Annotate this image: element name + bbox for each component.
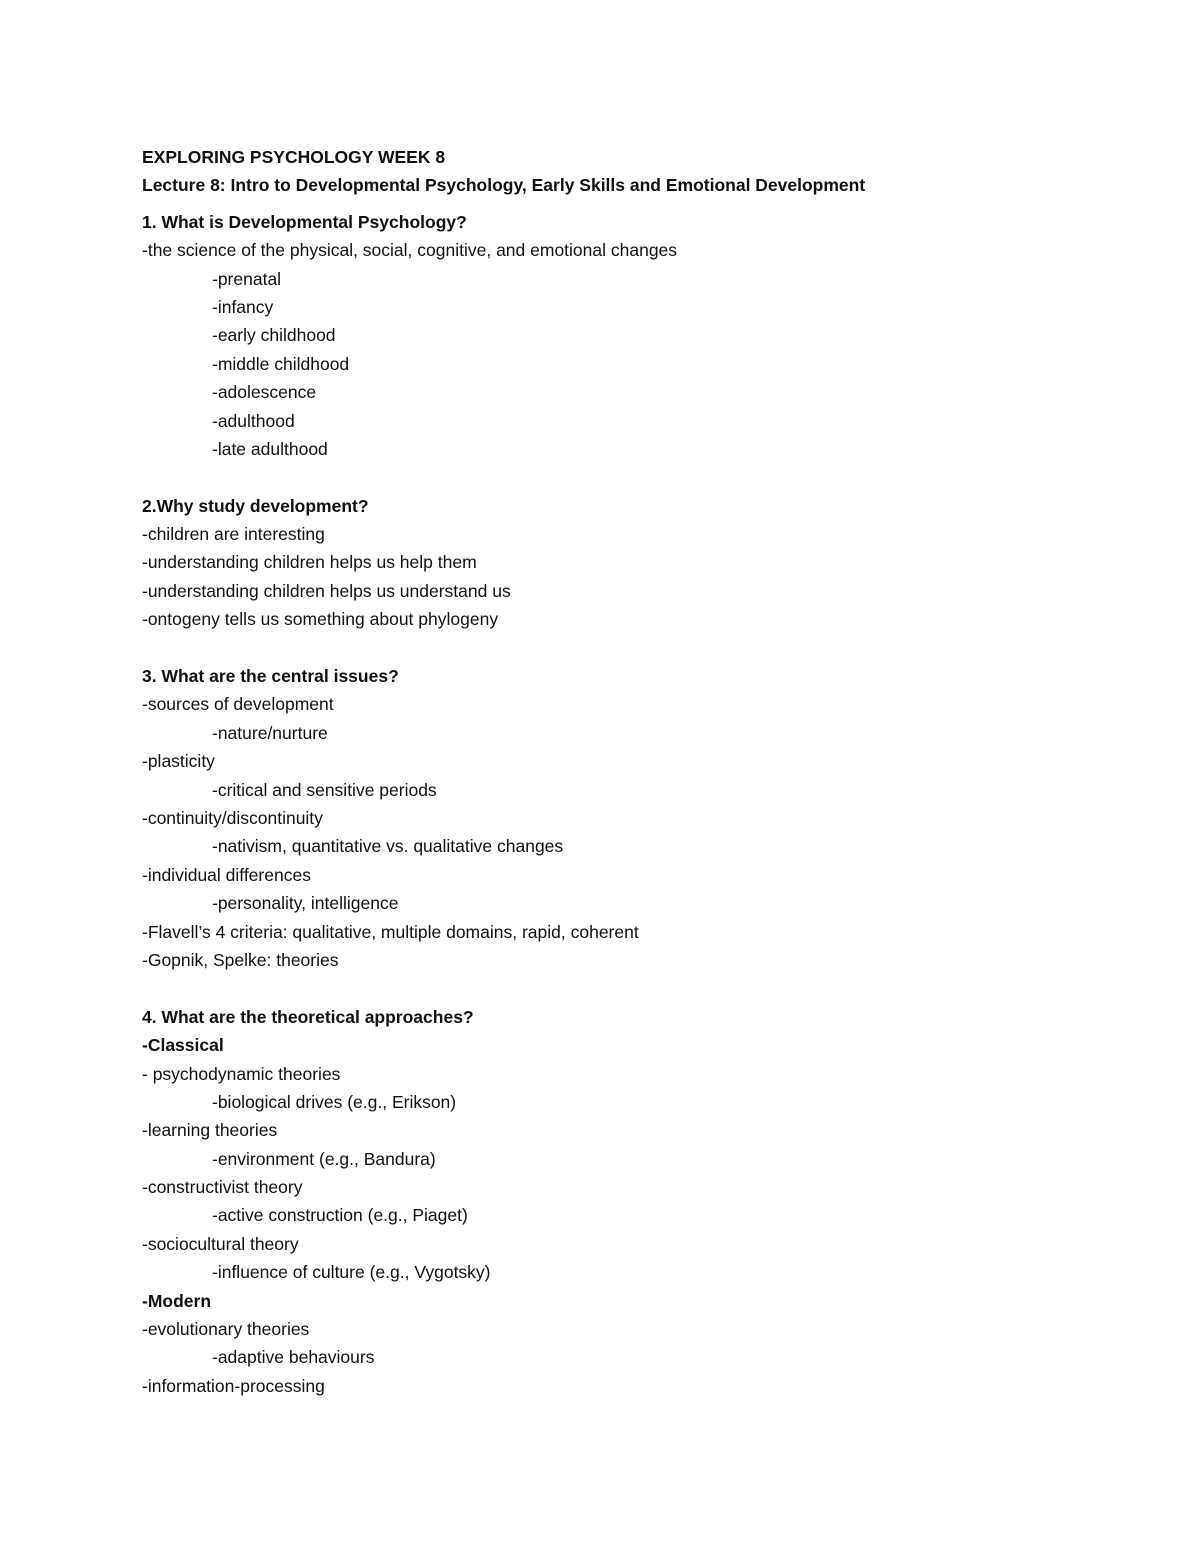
list-item: -Flavell’s 4 criteria: qualitative, multiple domains, rapid, coherent bbox=[142, 921, 639, 942]
list-item: -evolutionary theories bbox=[142, 1319, 310, 1340]
list-item: -understanding children helps us understand us bbox=[142, 580, 511, 601]
subsection-label: -Modern bbox=[142, 1290, 212, 1311]
list-item: - psychodynamic theories bbox=[142, 1063, 341, 1084]
spacer bbox=[142, 634, 1102, 662]
list-item: -the science of the physical, social, cognitive, and emotional changes bbox=[142, 240, 678, 261]
list-item: -influence of culture (e.g., Vygotsky) bbox=[212, 1262, 491, 1283]
list-item: -environment (e.g., Bandura) bbox=[212, 1148, 436, 1169]
list-item: -late adulthood bbox=[212, 438, 328, 459]
list-item: -nature/nurture bbox=[212, 722, 328, 743]
list-item: -biological drives (e.g., Erikson) bbox=[212, 1091, 457, 1112]
list-item: -children are interesting bbox=[142, 524, 325, 545]
list-item: -Gopnik, Spelke: theories bbox=[142, 949, 339, 970]
list-item: -adolescence bbox=[212, 382, 317, 403]
list-item: -ontogeny tells us something about phylogeny bbox=[142, 609, 499, 630]
list-item: -learning theories bbox=[142, 1120, 278, 1141]
list-item: -adaptive behaviours bbox=[212, 1347, 375, 1368]
spacer bbox=[142, 463, 1102, 491]
list-item: -plasticity bbox=[142, 751, 215, 772]
list-item: -active construction (e.g., Piaget) bbox=[212, 1205, 468, 1226]
list-item: -nativism, quantitative vs. qualitative changes bbox=[212, 836, 564, 857]
section-heading: 2.Why study development? bbox=[142, 495, 369, 516]
list-item: -sources of development bbox=[142, 694, 334, 715]
document-subtitle: Lecture 8: Intro to Developmental Psychology, Early Skills and Emotional Development bbox=[142, 175, 866, 196]
document-title: EXPLORING PSYCHOLOGY WEEK 8 bbox=[142, 147, 446, 167]
list-item: -prenatal bbox=[212, 268, 282, 289]
list-item: -sociocultural theory bbox=[142, 1233, 299, 1254]
subsection-label: -Classical bbox=[142, 1035, 224, 1056]
document-body bbox=[142, 143, 1102, 1400]
list-item: -constructivist theory bbox=[142, 1177, 303, 1198]
section-heading: 1. What is Developmental Psychology? bbox=[142, 211, 467, 232]
list-item: -understanding children helps us help them bbox=[142, 552, 477, 573]
list-item: -infancy bbox=[212, 296, 274, 317]
list-item: -middle childhood bbox=[212, 353, 350, 374]
spacer bbox=[142, 974, 1102, 1002]
list-item: -information-processing bbox=[142, 1375, 325, 1396]
list-item: -adulthood bbox=[212, 410, 295, 431]
list-item: -personality, intelligence bbox=[212, 893, 399, 914]
list-item: -early childhood bbox=[212, 325, 336, 346]
section-heading: 3. What are the central issues? bbox=[142, 666, 399, 687]
section-heading: 4. What are the theoretical approaches? bbox=[142, 1006, 474, 1027]
list-item: -individual differences bbox=[142, 864, 311, 885]
spacer bbox=[142, 200, 1102, 208]
list-item: -continuity/discontinuity bbox=[142, 807, 323, 828]
list-item: -critical and sensitive periods bbox=[212, 779, 437, 800]
